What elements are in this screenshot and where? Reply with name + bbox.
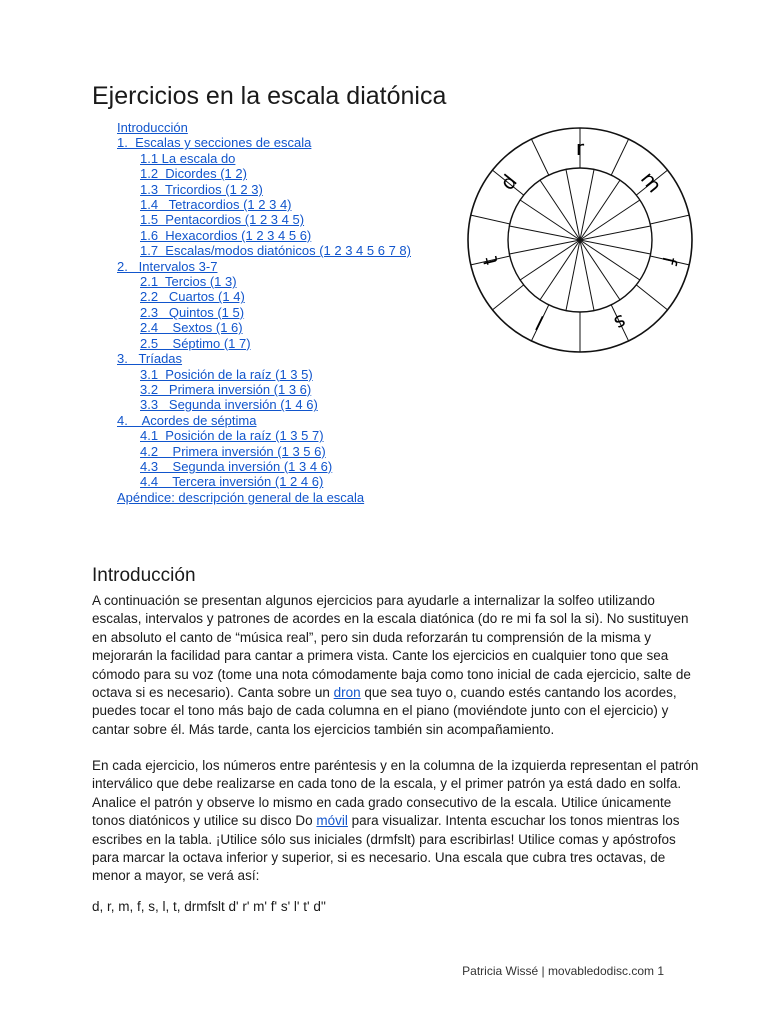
- intro-paragraph-2: En cada ejercicio, los números entre paréntesis y en la columna de la izquierda representan el patrón interválico que debe realizarse en cada tono de la escala, y el primer patrón ya está dado en solfa. Analice el patrón y observe lo mismo en cada grado consecutivo de la escala. Utilice únicamente tonos diatónicos y utilice su disco Do móvil para visualizar. Intenta escuchar los tonos mientras los escribes en la tabla. ¡Utilice sólo sus iniciales (drmfslt) para escribirlas! Utilice comas y apóstrofos para marcar la octava inferior y superior, si es necesario. Una escala que cubra tres octavas, de menor a mayor, se verá así:: [92, 758, 699, 884]
- toc-link[interactable]: 2.1 Tercios (1 3): [140, 274, 237, 290]
- wheel-outer-divider: [531, 139, 548, 175]
- toc-link[interactable]: 4.2 Primera inversión (1 3 5 6): [140, 443, 326, 459]
- toc-link[interactable]: 1.4 Tetracordios (1 2 3 4): [140, 197, 292, 213]
- wheel-label: s: [610, 309, 631, 336]
- toc-link[interactable]: 2. Intervalos 3-7: [117, 258, 218, 274]
- toc-link[interactable]: 2.3 Quintos (1 5): [140, 304, 245, 320]
- toc-link[interactable]: 3. Tríadas: [117, 351, 183, 367]
- toc-link[interactable]: 4.1 Posición de la raíz (1 3 5 7): [140, 428, 324, 444]
- toc-link[interactable]: 4.3 Segunda inversión (1 3 4 6): [140, 458, 333, 474]
- toc-link[interactable]: 1.7 Escalas/modos diatónicos (1 2 3 4 5 6 7 8): [140, 243, 411, 259]
- toc-link[interactable]: 1.3 Tricordios (1 2 3): [140, 181, 263, 197]
- toc-link[interactable]: 1.5 Pentacordios (1 2 3 4 5): [140, 212, 305, 228]
- toc-link[interactable]: Apéndice: descripción general de la escala: [117, 489, 365, 505]
- octave-example: d, r, m, f, s, l, t, drmfslt d' r' m' f' s' l' t' d'': [92, 899, 326, 914]
- wheel-label: l: [531, 310, 548, 335]
- toc-link[interactable]: 3.1 Posición de la raíz (1 3 5): [140, 366, 313, 382]
- dron-link[interactable]: dron: [333, 685, 361, 701]
- toc-link[interactable]: 3.3 Segunda inversión (1 4 6): [140, 397, 318, 413]
- document-title: Ejercicios en la escala diatónica: [92, 82, 447, 110]
- wheel-label: t: [477, 254, 503, 268]
- wheel-label: f: [657, 254, 683, 267]
- wheel-outer-divider: [611, 139, 628, 175]
- wheel-outer-divider: [636, 285, 667, 310]
- toc-link[interactable]: 1.2 Dicordes (1 2): [140, 166, 247, 182]
- toc-link[interactable]: 2.4 Sextos (1 6): [140, 320, 243, 336]
- toc-link[interactable]: 1. Escalas y secciones de escala: [117, 135, 312, 151]
- wheel-outer-divider: [650, 215, 689, 224]
- toc-link[interactable]: 1.1 La escala do: [140, 150, 236, 166]
- table-of-contents: [117, 120, 411, 505]
- page-footer: Patricia Wissé | movabledodisc.com 1: [462, 964, 664, 978]
- wheel-outer-divider: [492, 285, 523, 310]
- intro-paragraph-1: A continuación se presentan algunos ejercicios para ayudarle a internalizar la solfeo utilizando escalas, intervalos y patrones de acordes en la escala diatónica (do re mi fa sol la si). No sustituyen en absoluto el canto de “música real”, pero sin duda reforzarán tu comprensión de la misma y mejorarán la facilidad para cantar a primera vista. Cante los ejercicios en cualquier tono que sea cómodo para su voz (tome una nota cómodamente baja como tono inicial de cada ejercicio, salte de octava si es necesario). Canta sobre un dron que sea tuyo o, cuando estés cantando los acordes, puedes tocar el tono más bajo de cada columna en el piano (moviéndote junto con el ejercicio) y cantar sobre él. Más tarde, canta los ejercicios también sin acompañamiento.: [92, 593, 691, 737]
- toc-link[interactable]: 1.6 Hexacordios (1 2 3 4 5 6): [140, 227, 312, 243]
- wheel-label: d: [495, 169, 522, 195]
- toc-link[interactable]: 2.2 Cuartos (1 4): [140, 289, 245, 305]
- wheel-outer-divider: [471, 215, 510, 224]
- movable-do-wheel: [464, 124, 696, 356]
- toc-link[interactable]: Introducción: [117, 120, 188, 135]
- movil-link[interactable]: móvil: [316, 813, 348, 829]
- toc-link[interactable]: 4. Acordes de séptima: [117, 412, 257, 428]
- wheel-label: r: [575, 136, 585, 160]
- wheel-label: m: [636, 166, 667, 198]
- toc-link[interactable]: 2.5 Séptimo (1 7): [140, 335, 251, 351]
- intro-heading: Introducción: [92, 565, 196, 586]
- toc-link[interactable]: 3.2 Primera inversión (1 3 6): [140, 381, 312, 397]
- toc-link[interactable]: 4.4 Tercera inversión (1 2 4 6): [140, 474, 324, 490]
